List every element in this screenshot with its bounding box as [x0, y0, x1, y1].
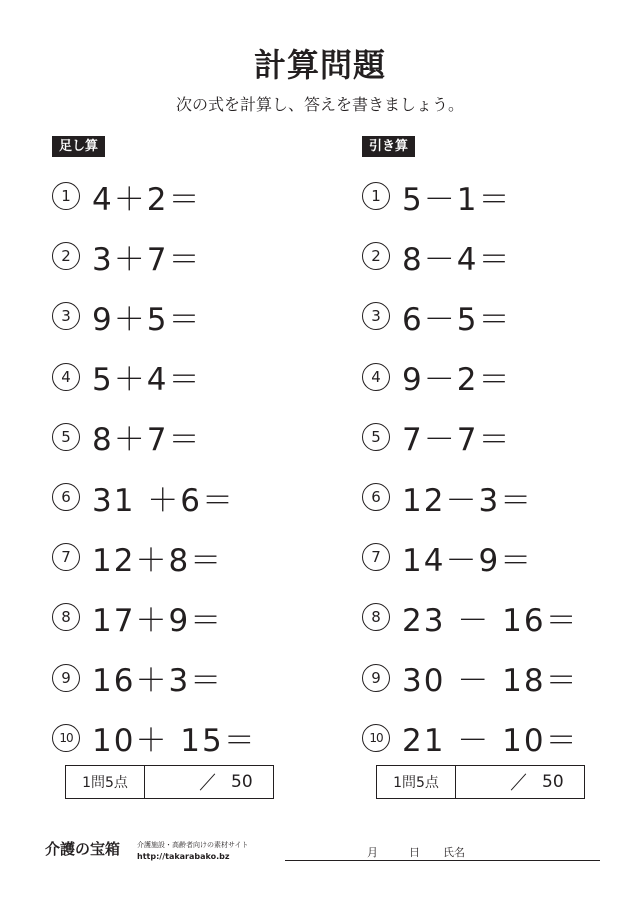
problem-item	[52, 166, 352, 226]
score-slash	[200, 773, 215, 790]
site-url[interactable]: http://takarabako.bz	[137, 852, 230, 861]
problem-item	[52, 407, 352, 467]
problem-expression: 8－4＝	[402, 241, 512, 278]
problem-expression: 7－7＝	[402, 422, 512, 459]
problem-expression: 4＋2＝	[92, 181, 202, 218]
problem-expression: 31 ＋6＝	[92, 482, 236, 519]
problem-number: 7	[362, 543, 390, 571]
problem-number: 7	[52, 543, 80, 571]
problem-number: 6	[52, 483, 80, 511]
addition-column	[52, 135, 352, 768]
problem-item	[52, 648, 352, 708]
problem-number: 1	[362, 182, 390, 210]
score-total: 50	[542, 772, 564, 792]
problem-expression: 8＋7＝	[92, 422, 202, 459]
problem-number: 10	[52, 724, 80, 752]
subtraction-label: 引き算	[362, 136, 415, 157]
problem-item	[362, 587, 640, 647]
score-rule: 1問5点	[377, 766, 456, 798]
problem-item	[52, 708, 352, 768]
problem-number: 8	[52, 603, 80, 631]
problem-number: 2	[362, 242, 390, 270]
subtraction-column	[362, 135, 640, 768]
subtraction-problem-list	[362, 166, 640, 768]
problem-number: 10	[362, 724, 390, 752]
problem-item	[362, 347, 640, 407]
problem-number: 6	[362, 483, 390, 511]
month-label: 月	[367, 846, 378, 859]
problem-expression: 16＋3＝	[92, 663, 224, 700]
problem-number: 1	[52, 182, 80, 210]
problem-item	[362, 648, 640, 708]
problem-number: 5	[52, 423, 80, 451]
score-entry[interactable]	[456, 766, 584, 798]
instructions: 次の式を計算し、答えを書きましょう。	[175, 95, 464, 114]
footer	[45, 838, 600, 868]
addition-score-box	[65, 765, 274, 799]
score-total: 50	[231, 772, 253, 792]
score-entry[interactable]	[145, 766, 273, 798]
problem-expression: 3＋7＝	[92, 241, 202, 278]
problem-expression: 14－9＝	[402, 542, 534, 579]
problem-number: 9	[362, 664, 390, 692]
score-slash	[511, 773, 526, 790]
problem-item	[52, 286, 352, 346]
problem-item	[362, 407, 640, 467]
addition-label: 足し算	[52, 136, 105, 157]
score-rule: 1問5点	[66, 766, 145, 798]
problem-expression: 9＋5＝	[92, 301, 202, 338]
problem-item	[52, 587, 352, 647]
problem-number: 4	[362, 363, 390, 391]
site-tagline: 介護施設・高齢者向けの素材サイト	[137, 841, 249, 849]
addition-problem-list	[52, 166, 352, 768]
problem-expression: 12＋8＝	[92, 542, 224, 579]
problem-number: 8	[362, 603, 390, 631]
problem-item	[362, 166, 640, 226]
date-name-line[interactable]	[285, 838, 600, 861]
problem-number: 3	[52, 302, 80, 330]
problem-item	[362, 708, 640, 768]
problem-expression: 5－1＝	[402, 181, 512, 218]
problem-expression: 30 － 18＝	[402, 663, 579, 700]
problem-expression: 6－5＝	[402, 301, 512, 338]
problem-number: 9	[52, 664, 80, 692]
problem-item	[52, 467, 352, 527]
problem-item	[362, 286, 640, 346]
problem-item	[52, 226, 352, 286]
problem-item	[362, 467, 640, 527]
problem-expression: 17＋9＝	[92, 602, 224, 639]
problem-expression: 23 － 16＝	[402, 602, 579, 639]
subtraction-score-box	[376, 765, 585, 799]
problem-expression: 10＋ 15＝	[92, 723, 257, 760]
problem-item	[362, 527, 640, 587]
site-logo: 介護の宝箱	[45, 840, 121, 858]
problem-number: 3	[362, 302, 390, 330]
problem-expression: 9－2＝	[402, 362, 512, 399]
problem-item	[52, 347, 352, 407]
problem-expression: 21 － 10＝	[402, 723, 579, 760]
day-label: 日	[409, 846, 420, 859]
problem-number: 4	[52, 363, 80, 391]
problem-number: 2	[52, 242, 80, 270]
problem-item	[362, 226, 640, 286]
name-label: 氏名	[443, 846, 465, 859]
problem-item	[52, 527, 352, 587]
problem-number: 5	[362, 423, 390, 451]
problem-expression: 12－3＝	[402, 482, 534, 519]
page-title: 計算問題	[253, 46, 386, 84]
problem-expression: 5＋4＝	[92, 362, 202, 399]
